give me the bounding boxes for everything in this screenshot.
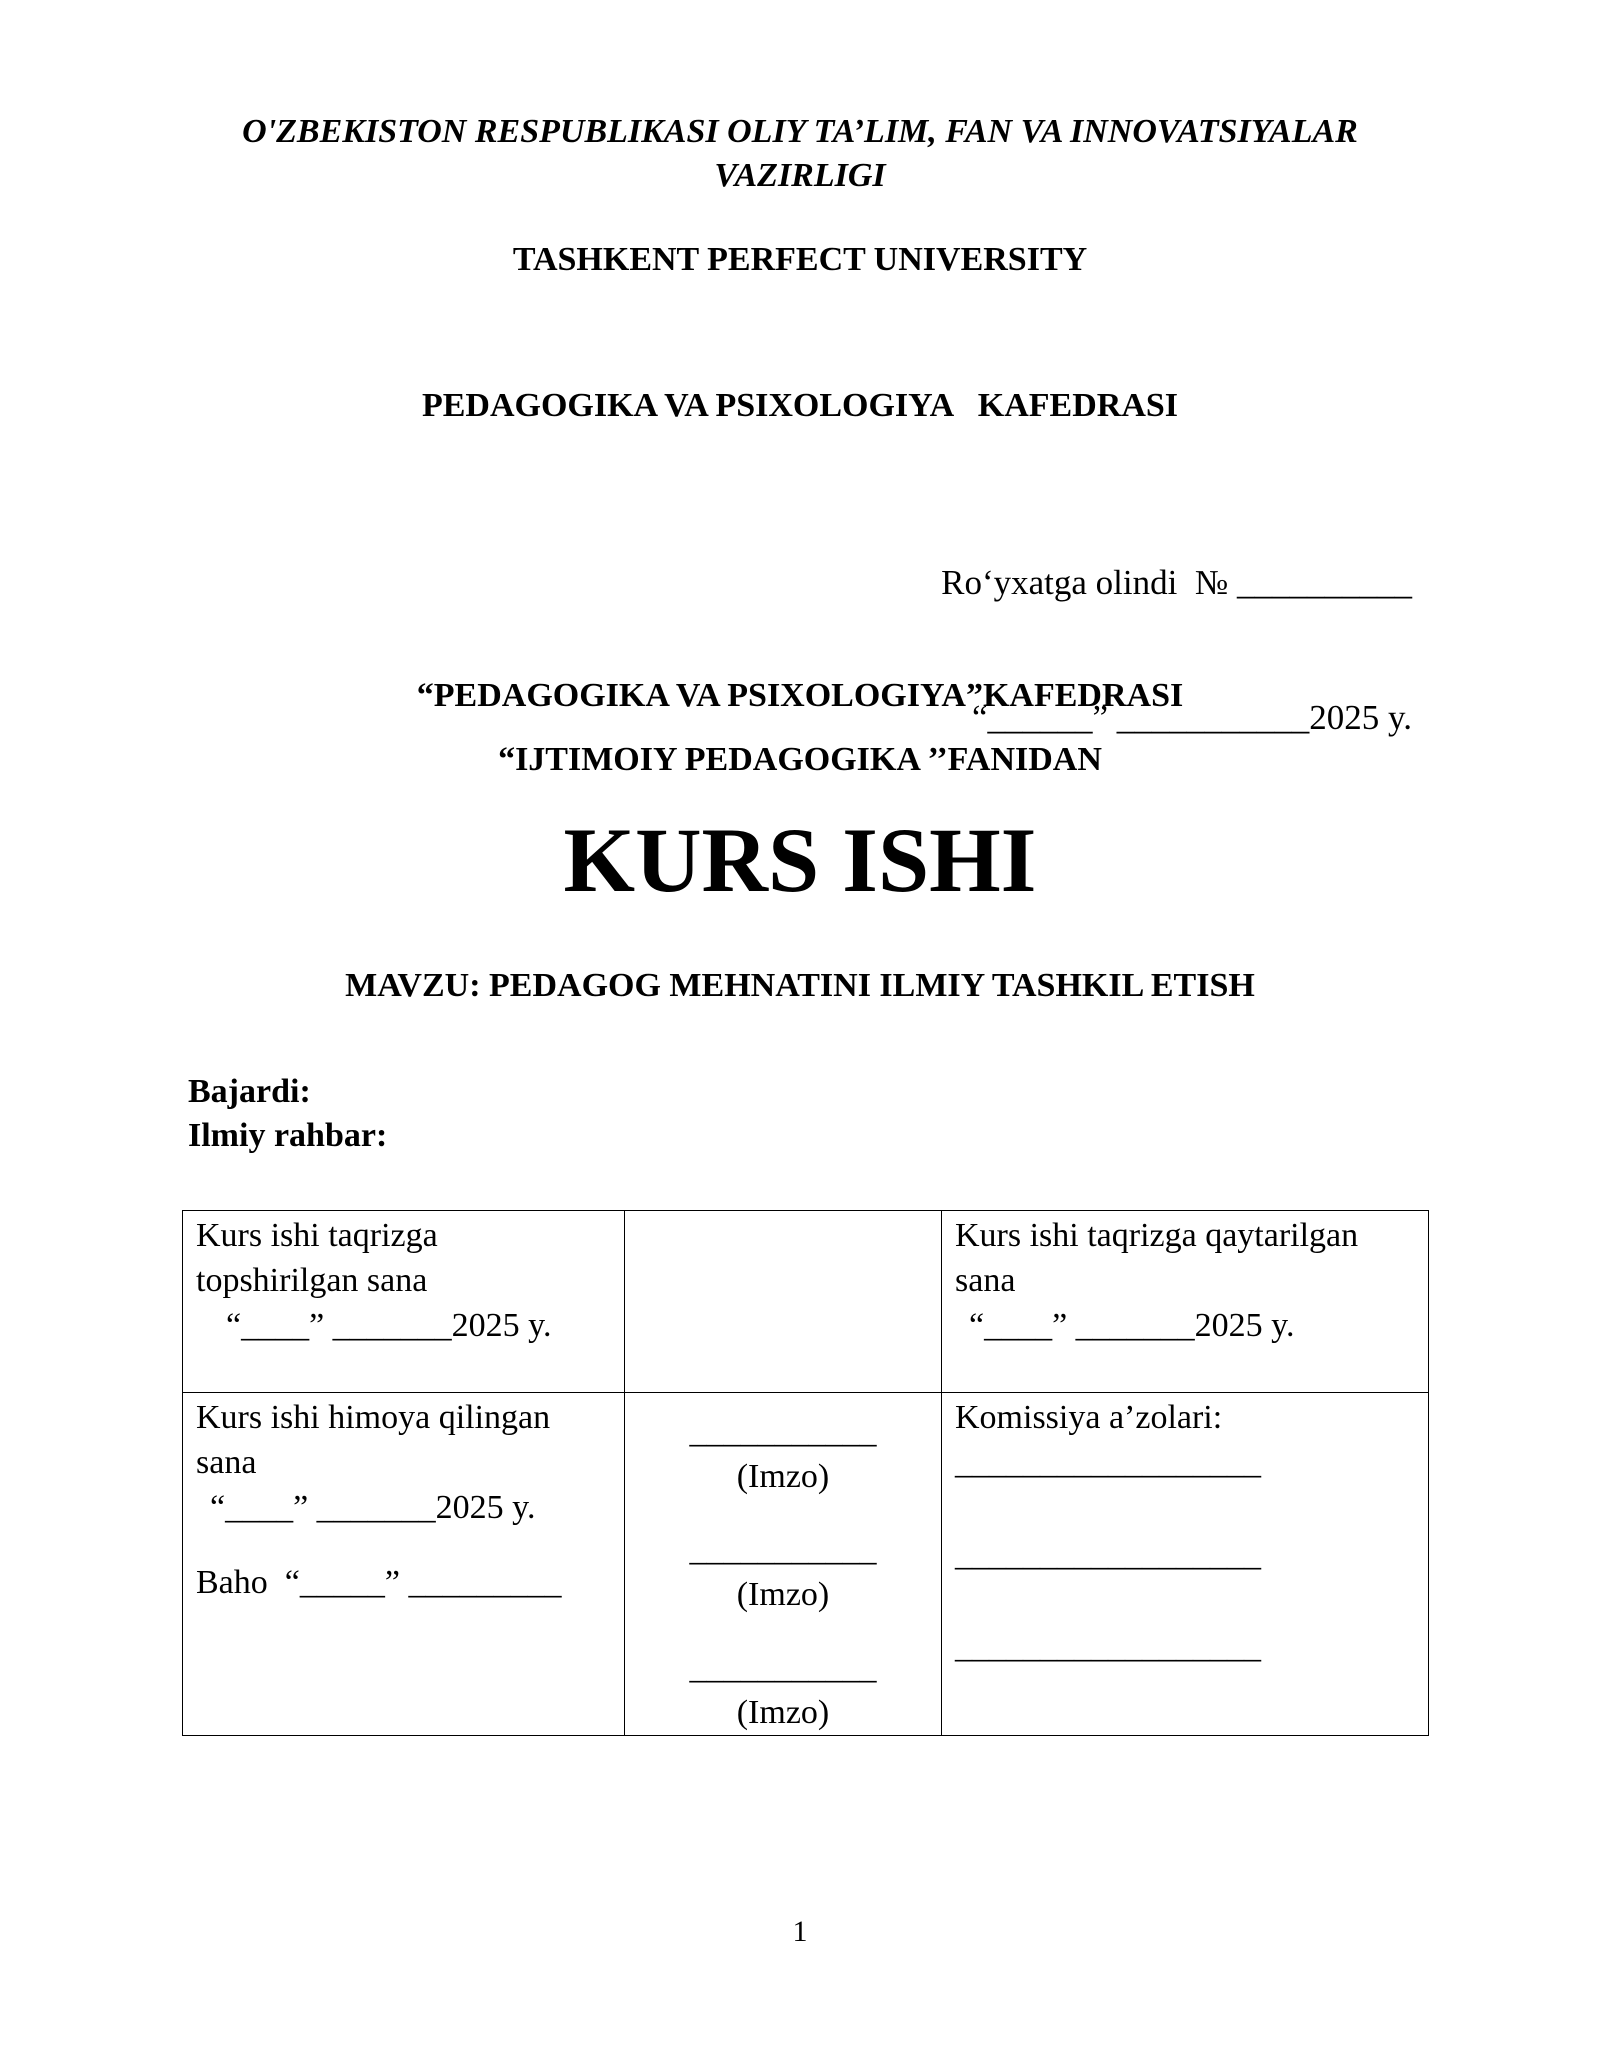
commission-title: Komissiya a’zolari: (955, 1399, 1223, 1436)
table-cell-submitted-date (183, 1211, 625, 1393)
table-cell-returned-date (942, 1211, 1429, 1393)
review-table (182, 1210, 1429, 1736)
signature-line: ___________ (689, 1413, 877, 1450)
cell-text: Kurs ishi taqrizga (196, 1217, 438, 1254)
university-name: TASHKENT PERFECT UNIVERSITY (512, 241, 1088, 278)
cell-text: Kurs ishi himoya qilingan (196, 1399, 551, 1436)
signature-line: ___________ (689, 1649, 877, 1686)
cell-text: sana (196, 1444, 257, 1481)
grade-blank: Baho “_____” _________ (196, 1564, 562, 1601)
signature-label: (Imzo) (736, 1458, 830, 1495)
ministry-heading (0, 110, 1600, 198)
ministry-line-2: VAZIRLIGI (714, 157, 886, 194)
department-name: PEDAGOGIKA VA PSIXOLOGIYA KAFEDRASI (421, 387, 1179, 424)
supervisor-label: Ilmiy rahbar: (188, 1117, 388, 1154)
cell-text: sana (955, 1262, 1016, 1299)
date-blank: “____” _______2025 y. (226, 1307, 552, 1344)
table-row (183, 1211, 1429, 1393)
commission-line: __________________ (955, 1536, 1261, 1573)
topic-line: MAVZU: PEDAGOG MEHNATINI ILMIY TASHKIL ETISH (345, 967, 1255, 1004)
table-cell-commission (942, 1393, 1429, 1736)
table-cell-signatures (625, 1393, 942, 1736)
subject-line: “IJTIMOIY PEDAGOGIKA ’’FANIDAN (498, 741, 1102, 778)
performer-block (188, 1070, 387, 1158)
cell-text: Kurs ishi taqrizga qaytarilgan (955, 1217, 1359, 1254)
date-blank: “____” _______2025 y. (969, 1307, 1295, 1344)
spacer (196, 1530, 611, 1560)
signature-label: (Imzo) (736, 1694, 830, 1731)
page-title: KURS ISHI (563, 809, 1037, 911)
commission-line: __________________ (955, 1444, 1261, 1481)
ministry-line-1: O'ZBEKISTON RESPUBLIKASI OLIY TA’LIM, FAN VA INNOVATSIYALAR (242, 113, 1358, 150)
table-row (183, 1393, 1429, 1736)
table-cell-defended-date (183, 1393, 625, 1736)
registry-date-line: “______” ___________2025 y. (971, 698, 1412, 737)
commission-line: __________________ (955, 1628, 1261, 1665)
cell-text: topshirilgan sana (196, 1262, 428, 1299)
done-by-label: Bajardi: (188, 1073, 311, 1110)
date-blank: “____” _______2025 y. (210, 1489, 536, 1526)
review-table-wrapper (182, 1210, 1427, 1736)
page-number: 1 (792, 1915, 808, 1948)
registry-number-line: Ro‘yxatga olindi № __________ (941, 563, 1412, 602)
signature-label: (Imzo) (736, 1576, 830, 1613)
signature-line: ___________ (689, 1531, 877, 1568)
table-cell-empty (625, 1211, 942, 1393)
department-quote: “PEDAGOGIKA VA PSIXOLOGIYA”KAFEDRASI (416, 677, 1184, 714)
